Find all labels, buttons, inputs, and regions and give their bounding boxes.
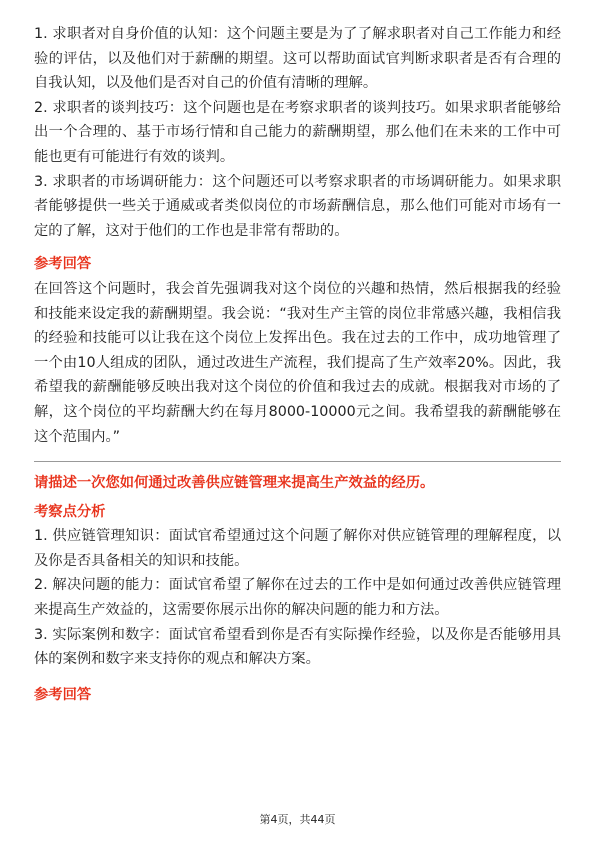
analysis-point-1: 1. 求职者对自身价值的认知：这个问题主要是为了了解求职者对自己工作能力和经验的评估，以及他们对于薪酬的期望。这可以帮助面试官判断求职者是否有合理的自我认知，以及他们是否对自己的价值有清晰的理解。: [34, 26, 561, 92]
question2-point-3: 3. 实际案例和数字：面试官希望看到你是否有实际操作经验，以及你是否能够用具体的案例和数字来支持你的观点和解决方案。: [34, 626, 561, 668]
reference-answer-heading-2: 参考回答: [34, 686, 92, 703]
analysis-heading: 考察点分析: [34, 503, 106, 520]
reference-answer-heading: 参考回答: [34, 256, 92, 273]
section-divider: [34, 461, 561, 462]
question2-point-2: 2. 解决问题的能力：面试官希望了解你在过去的工作中是如何通过改善供应链管理来提高生产效益的，这需要你展示出你的解决问题的能力和方法。: [34, 577, 561, 619]
interview-question: 请描述一次您如何通过改善供应链管理来提高生产效益的经历。: [34, 475, 435, 492]
question2-point-1: 1. 供应链管理知识：面试官希望通过这个问题了解你对供应链管理的理解程度，以及你是否具备相关的知识和技能。: [34, 528, 561, 569]
reference-answer-text: 在回答这个问题时，我会首先强调我对这个岗位的兴趣和热情，然后根据我的经验和技能来设定我的薪酬期望。我会说：“我对生产主管的岗位非常感兴趣，我相信我的经验和技能可以让我在这个岗位上发挥出色。我在过去的工作中，成功地管理了一个由10人组成的团队，通过改进生产流程，我们提高了生产效率20%。因此，我希望我的薪酬能够反映出我对这个岗位的价值和我过去的成就。根据我对市场的了解，这个岗位的平均薪酬大约在每月8000-10000元之间。我希望我的薪酬能够在这个范围内。”: [34, 280, 561, 445]
page-number: 第4页，共44页: [259, 813, 336, 826]
analysis-point-2: 2. 求职者的谈判技巧：这个问题也是在考察求职者的谈判技巧。如果求职者能够给出一个合理的、基于市场行情和自己能力的薪酬期望，那么他们在未来的工作中可能也更有可能进行有效的谈判。: [34, 99, 561, 165]
analysis-point-3: 3. 求职者的市场调研能力：这个问题还可以考察求职者的市场调研能力。如果求职者能够提供一些关于通威或者类似岗位的市场薪酬信息，那么他们可能对市场有一定的了解，这对于他们的工作也是非常有帮助的。: [34, 173, 561, 239]
page-content: [34, 22, 561, 707]
